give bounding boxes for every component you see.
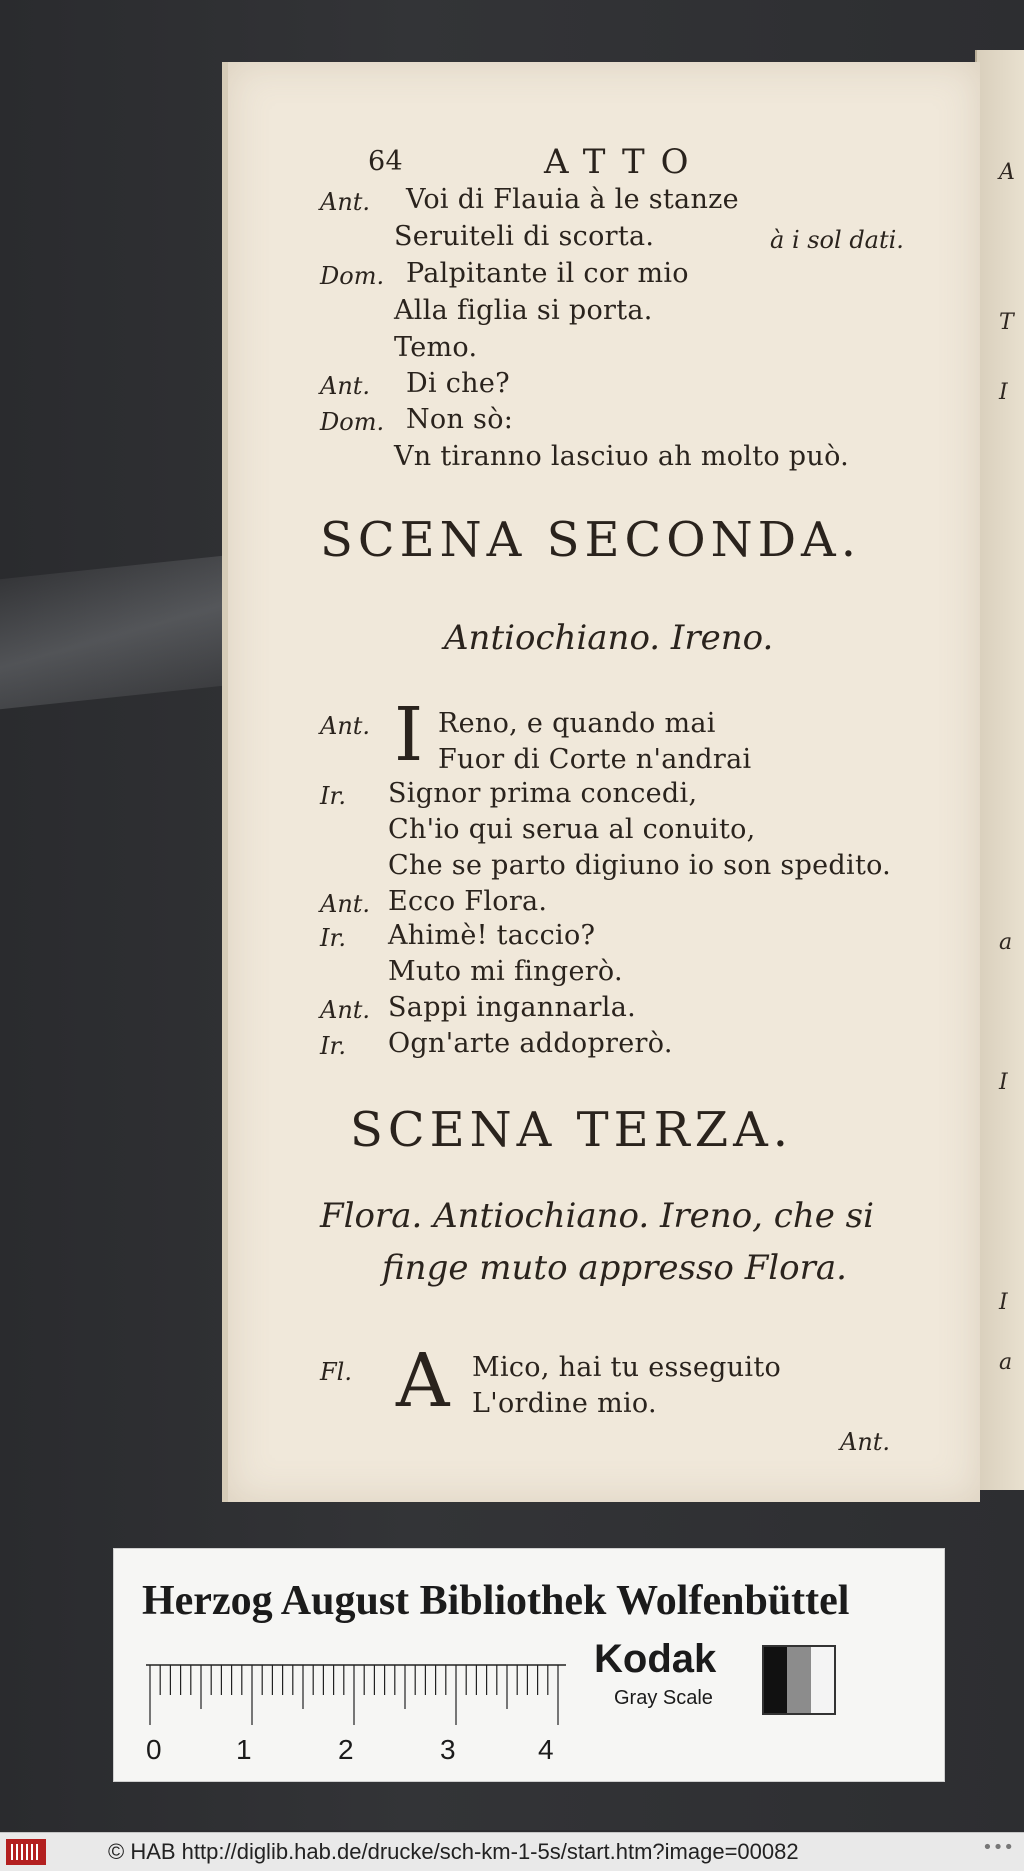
ruler-label: 0 (146, 1734, 162, 1765)
verse-line: Fuor di Corte n'andrai (438, 744, 752, 775)
speaker-label: Ant. (320, 188, 371, 216)
speaker-label: Ant. (320, 712, 371, 740)
scene-characters: Flora. Antiochiano. Ireno, che si (320, 1196, 874, 1236)
verse-line: Voi di Flauia à le stanze (406, 184, 739, 215)
viewer-footer (0, 1832, 1024, 1871)
book-page (222, 62, 980, 1502)
ruler-label: 2 (338, 1734, 354, 1765)
verse-line: Sappi ingannarla. (388, 992, 636, 1023)
verse-line: Seruiteli di scorta. (394, 221, 655, 252)
color-calibration-card (113, 1548, 945, 1782)
speaker-label: Ir. (320, 924, 346, 952)
speaker-label: Fl. (320, 1358, 352, 1386)
verse-line: Ch'io qui serua al conuito, (388, 814, 756, 845)
scene-characters: Antiochiano. Ireno. (444, 618, 774, 658)
adjacent-fragment: I (999, 1290, 1008, 1315)
scene-heading: SCENA SECONDA. (320, 512, 861, 568)
drop-capital: A (396, 1338, 450, 1424)
adjacent-fragment: I (999, 380, 1008, 405)
brand-name: Kodak (594, 1637, 717, 1681)
ruler-label: 4 (538, 1734, 554, 1765)
hab-logo-icon (6, 1839, 46, 1865)
more-icon[interactable]: ••• (982, 1837, 1014, 1858)
speaker-label: Ant. (320, 996, 371, 1024)
verse-line: Reno, e quando mai (438, 708, 716, 739)
speaker-label: Dom. (320, 408, 385, 436)
ruler-label: 3 (440, 1734, 456, 1765)
speaker-label: Ir. (320, 782, 346, 810)
verse-line: Ogn'arte addoprerò. (388, 1028, 673, 1059)
adjacent-fragment: a (999, 1350, 1013, 1375)
gray-swatch (762, 1645, 836, 1715)
brand-subtitle: Gray Scale (614, 1687, 713, 1709)
stage-direction: à i sol dati. (770, 226, 904, 254)
verse-line: Alla figlia si porta. (394, 295, 653, 326)
drop-capital: I (394, 692, 424, 778)
adjacent-fragment: a (999, 930, 1013, 955)
adjacent-fragment: T (999, 310, 1014, 335)
adjacent-page-edge (975, 50, 1024, 1490)
adjacent-fragment: I (999, 1070, 1008, 1095)
verse-line: L'ordine mio. (472, 1388, 657, 1419)
verse-line: Vn tiranno lasciuo ah molto può. (394, 441, 850, 472)
verse-line: Ahimè! taccio? (388, 920, 596, 951)
speaker-label: Dom. (320, 262, 385, 290)
measure-ruler (146, 1657, 566, 1767)
verse-line: Muto mi fingerò. (388, 956, 623, 987)
verse-line: Di che? (406, 368, 510, 399)
adjacent-fragment: A (999, 160, 1015, 185)
source-url-text: © HAB http://diglib.hab.de/drucke/sch-km-1-5s/start.htm?image=00082 (108, 1839, 799, 1864)
scene-characters: finge muto appresso Flora. (382, 1248, 847, 1288)
verse-line: Ecco Flora. (388, 886, 548, 917)
catchword: Ant. (840, 1428, 891, 1456)
verse-line: Palpitante il cor mio (406, 258, 689, 289)
verse-line: Signor prima concedi, (388, 778, 698, 809)
library-name: Herzog August Bibliothek Wolfenbüttel (142, 1578, 850, 1624)
speaker-label: Ant. (320, 890, 371, 918)
verse-line: Temo. (394, 332, 478, 363)
running-head: ATTO (544, 142, 705, 182)
page-number: 64 (368, 146, 403, 177)
verse-line: Che se parto digiuno io son spedito. (388, 850, 892, 881)
speaker-label: Ir. (320, 1032, 346, 1060)
verse-line: Mico, hai tu esseguito (472, 1352, 782, 1383)
verse-line: Non sò: (406, 404, 514, 435)
ruler-label: 1 (236, 1734, 252, 1765)
scene-heading: SCENA TERZA. (350, 1102, 794, 1158)
speaker-label: Ant. (320, 372, 371, 400)
